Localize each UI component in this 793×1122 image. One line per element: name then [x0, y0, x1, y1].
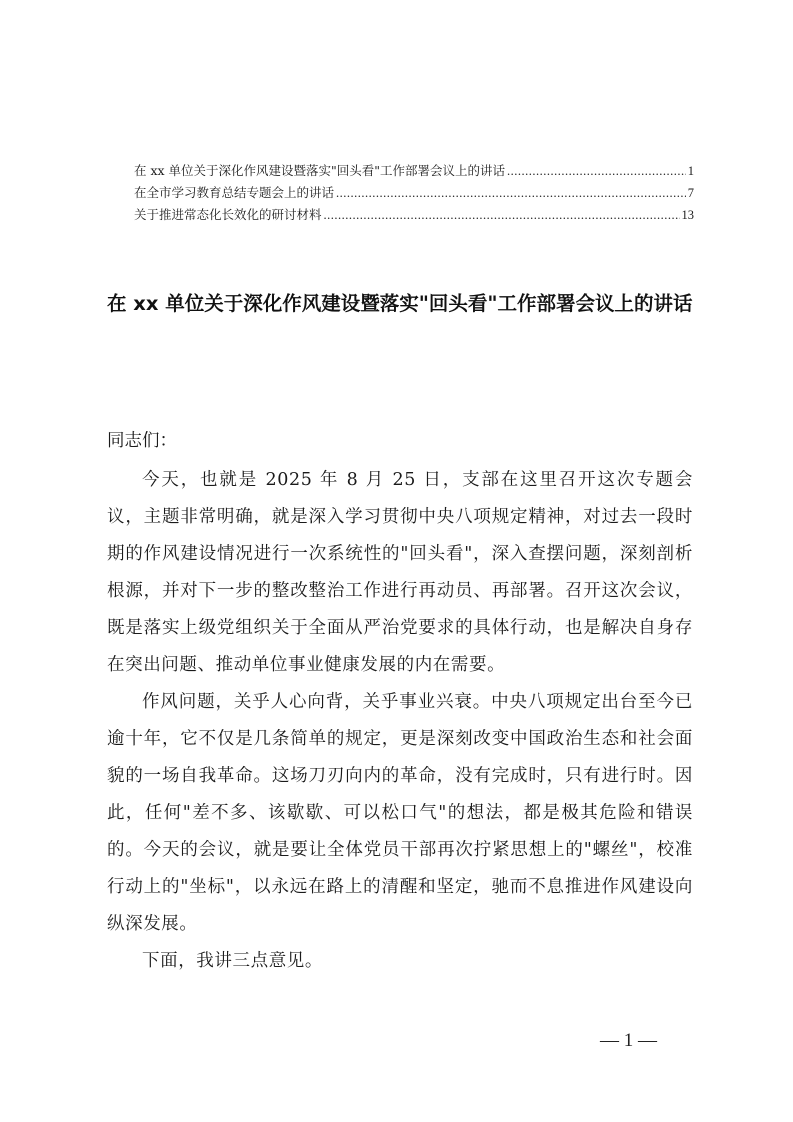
toc-entry-title: 关于推进常态化长效化的研讨材料 — [134, 207, 322, 222]
toc-leader-dots — [336, 183, 686, 204]
salutation: 同志们： — [107, 431, 177, 451]
document-title: 在 xx 单位关于深化作风建设暨落实"回头看"工作部署会议上的讲话 — [107, 292, 693, 315]
body-paragraph: 下面，我讲三点意见。 — [142, 951, 323, 971]
body-paragraph: 作风问题，关乎人心向背，关乎事业兴衰。中央八项规定出台至今已逾十年，它不仅是几条简单的规定，更是深刻改变中国政治生态和社会面貌的一场自我革命。这场刀刃向内的革命，没有完成时，只有进行时。因此，任何"差不多、该歇歇、可以松口气"的想法，都是极其危险和错误的。今天的会议，就是要让全体党员干部再次拧紧思想上的"螺丝"，校准行动上的"坐标"，以永远在路上的清醒和坚定，驰而不息推进作风建设向纵深发展。 — [107, 692, 693, 934]
toc-entry[interactable] — [134, 204, 694, 226]
document-body — [107, 462, 693, 980]
toc-leader-dots — [324, 205, 680, 226]
body-paragraph: 今天，也就是 2025 年 8 月 25 日，支部在这里召开这次专题会议，主题非常明确，就是深入学习贯彻中央八项规定精神，对过去一段时期的作风建设情况进行一次系统性的"回头看"，深入查摆问题，深刻剖析根源，并对下一步的整改整治工作进行再动员、再部署。召开这次会议，既是落实上级党组织关于全面从严治党要求的具体行动，也是解决自身存在突出问题、推动单位事业健康发展的内在需要。 — [107, 470, 693, 675]
toc-entry-page: 13 — [681, 208, 694, 222]
toc-leader-dots — [507, 161, 686, 182]
toc-entry[interactable] — [134, 160, 694, 182]
toc-entry-page: 1 — [687, 164, 694, 178]
toc-entry-title: 在全市学习教育总结专题会上的讲话 — [134, 185, 335, 200]
toc-entry-page: 7 — [687, 186, 694, 200]
table-of-contents — [134, 160, 694, 226]
toc-entry[interactable] — [134, 182, 694, 204]
toc-entry-title: 在 xx 单位关于深化作风建设暨落实"回头看"工作部署会议上的讲话 — [134, 163, 506, 178]
page-number: — 1 — — [600, 1030, 657, 1051]
